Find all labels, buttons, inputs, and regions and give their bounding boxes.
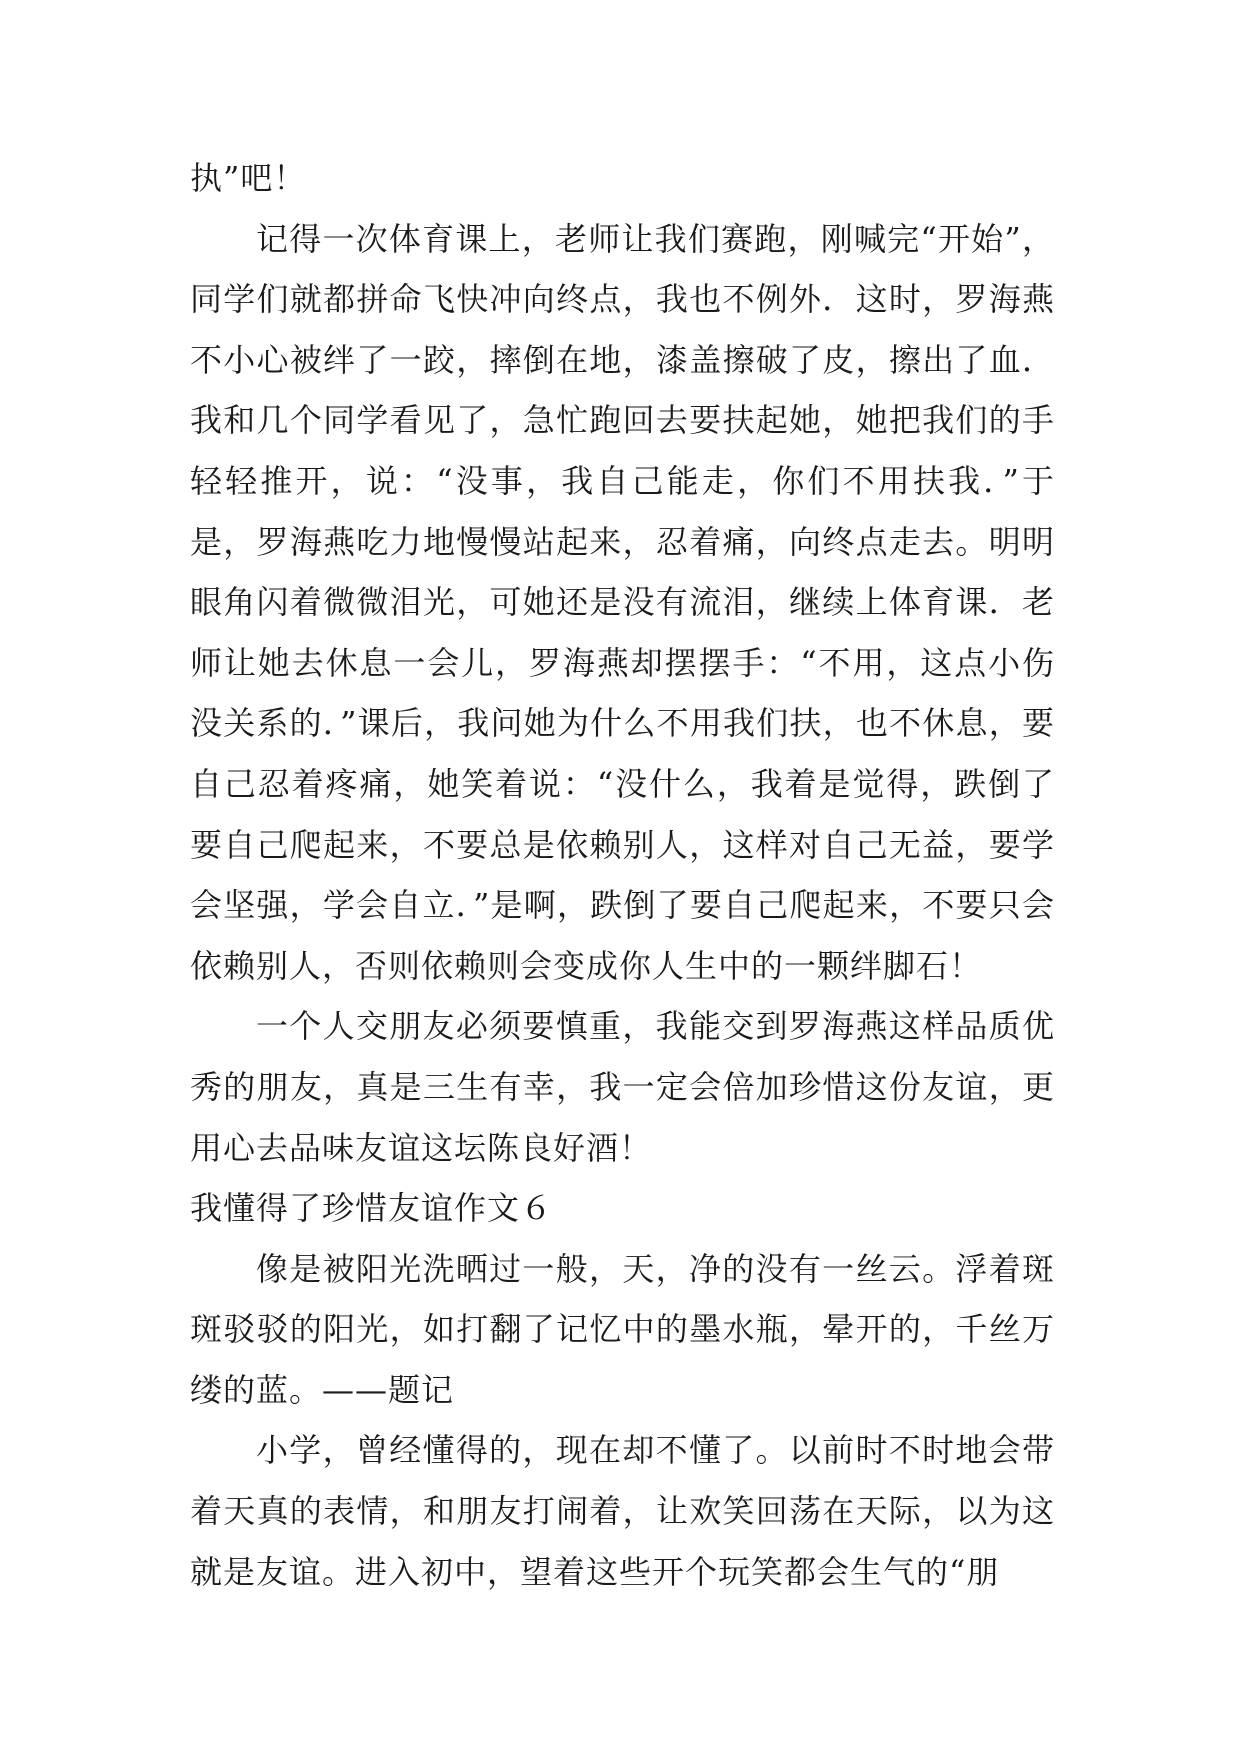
essay-title: 我懂得了珍惜友谊作文６: [190, 1189, 554, 1228]
paragraph-primary-school: 小学，曾经懂得的，现在却不懂了。以前时不时地会带着天真的表情，和朋友打闹着，让欢笑回荡在天际，以为这就是友谊。进入初中，望着这些开个玩笑都会生气的“朋: [190, 1431, 1055, 1591]
paragraph-conclusion: 一个人交朋友必须要慎重，我能交到罗海燕这样品质优秀的朋友，真是三生有幸，我一定会倍加珍惜这份友谊，更用心去品味友谊这坛陈良好酒！: [190, 1007, 1055, 1167]
paragraph-continuation: 执”吧！: [190, 159, 307, 197]
document-body: [190, 148, 1055, 1602]
paragraph-pe-class-story: 记得一次体育课上，老师让我们赛跑，刚喊完“开始”，同学们就都拼命飞快冲向终点，我也不例外．这时，罗海燕不小心被绊了一跤，摔倒在地，漆盖擦破了皮，擦出了血．我和几个同学看见了，急忙跑回去要扶起她，她把我们的手轻轻推开，说：“没事，我自己能走，你们不用扶我．”于是，罗海燕吃力地慢慢站起来，忍着痛，向终点走去。明明眼角闪着微微泪光，可她还是没有流泪，继续上体育课．老师让她去休息一会儿，罗海燕却摆摆手：“不用，这点小伤没关系的．”课后，我问她为什么不用我们扶，也不休息，要自己忍着疼痛，她笑着说：“没什么，我着是觉得，跌倒了要自己爬起来，不要总是依赖别人，这样对自己无益，要学会坚强，学会自立．”是啊，跌倒了要自己爬起来，不要只会依赖别人，否则依赖则会变成你人生中的一颗绊脚石！: [190, 219, 1055, 985]
paragraph-epigraph: 像是被阳光洗晒过一般，天，净的没有一丝云。浮着斑斑驳驳的阳光，如打翻了记忆中的墨水瓶，晕开的，千丝万缕的蓝。——题记: [190, 1249, 1055, 1409]
